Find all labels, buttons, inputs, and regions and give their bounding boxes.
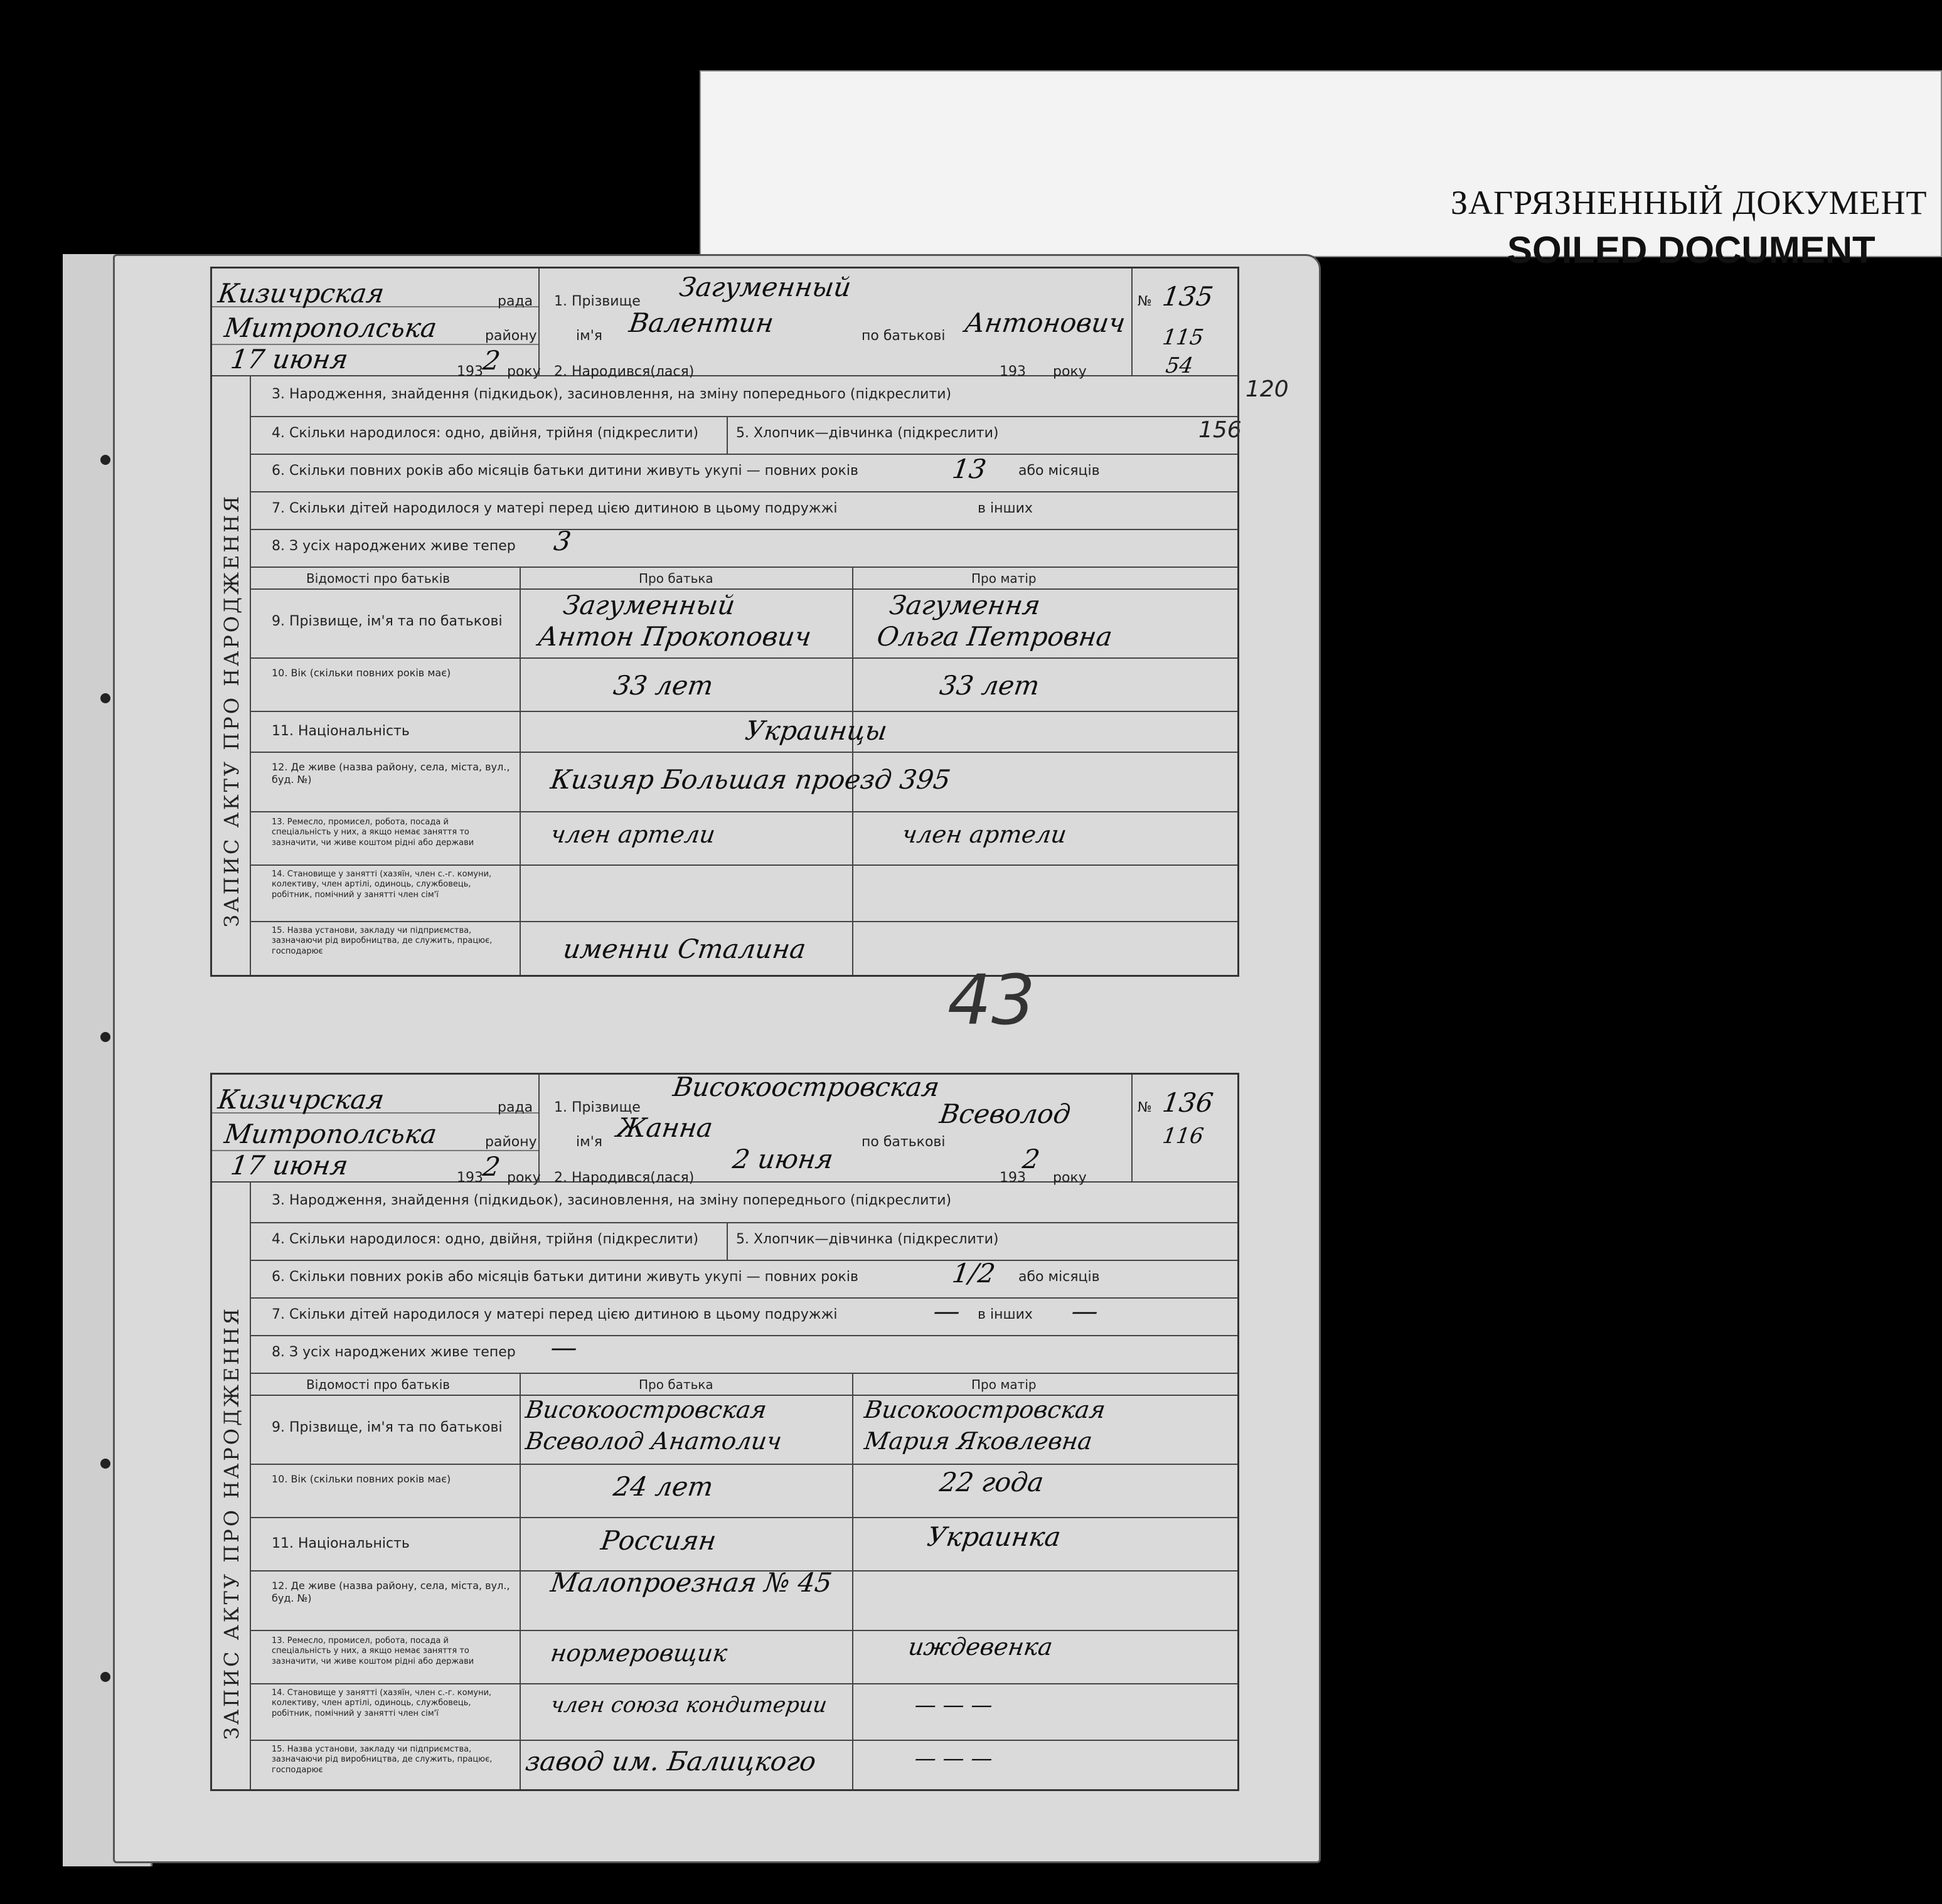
stamp-ru: ЗАГРЯЗНЕННЫЙ ДОКУМЕНТ (1451, 184, 1928, 221)
born-rok-label: року (1053, 364, 1087, 380)
hw-father-name2: Всеволод Анатолич (523, 1427, 784, 1455)
hw-father-job: нормеровщик (548, 1639, 729, 1667)
hw-born-year: 2 (1020, 1144, 1042, 1174)
record-2 (210, 1073, 1239, 1791)
hw-mother-name: Загумення (887, 590, 1043, 620)
hw-patronymic: Антонович (963, 307, 1128, 338)
hw-raion: Митрополська (222, 312, 439, 343)
row6: 6. Скільки повних років або місяців батьки дитини живуть укупі — повних років (272, 1269, 858, 1285)
hw-year-digit: 2 (481, 1151, 503, 1182)
row4: 4. Скільки народилося: одно, двійня, трійня (підкреслити) (272, 425, 699, 441)
hw-father-name: Загуменный (561, 590, 737, 620)
no-label: № (1138, 1100, 1152, 1115)
hw-workplace: именни Сталина (561, 933, 808, 964)
hw-raion: Митрополська (222, 1119, 439, 1149)
name-label: ім'я (576, 1134, 602, 1150)
hw-r6: 13 (950, 454, 988, 484)
hw-no3: 54 (1164, 353, 1195, 378)
col-h2: Про батька (639, 1377, 713, 1392)
hw-year-digit: 2 (481, 345, 503, 376)
rada-label: рада (498, 1100, 533, 1115)
rok-label: року (507, 364, 541, 380)
hw-address: Малопроезная № 45 (548, 1567, 834, 1598)
record-1 (210, 267, 1239, 977)
hw-mother-nat: Украинка (925, 1521, 1063, 1552)
stamp-en: SOILED DOCUMENT (1507, 229, 1875, 271)
born-year-label: 193 (1000, 1170, 1026, 1186)
hw-r7: — (931, 1295, 963, 1326)
hw-date: 17 июня (228, 344, 350, 375)
hw-mother-name2: Ольга Петровна (875, 621, 1114, 652)
q14: 14. Становище у занятті (хазяїн, член с.-г. комуни, колективу, член артілі, одиноць, службовець, робітник, помічний у занятті член сім'ї (272, 1688, 492, 1718)
hw-born: 2 июня (730, 1144, 836, 1174)
row3: 3. Народження, знайдення (підкидьок), засиновлення, на зміну попереднього (підкреслити) (272, 1193, 952, 1208)
col-h1: Відомості про батьків (306, 571, 451, 586)
hw-father-job: член артели (548, 821, 717, 848)
surname-label: 1. Прізвище (554, 1100, 641, 1115)
hw-no: 135 (1160, 281, 1215, 312)
raion-label: району (485, 1134, 537, 1150)
binding-hole (100, 455, 110, 465)
row5: 5. Хлопчик—дівчинка (підкреслити) (736, 425, 999, 441)
hw-date: 17 июня (228, 1150, 350, 1181)
row5: 5. Хлопчик—дівчинка (підкреслити) (736, 1231, 999, 1247)
hw-father-name: Високоостровская (523, 1396, 769, 1423)
row8: 8. З усіх народжених живе тепер (272, 538, 516, 554)
year-label: 193 (457, 1170, 483, 1186)
q14: 14. Становище у занятті (хазяїн, член с.-г. комуни, колективу, член артілі, одиноць, службовець, робітник, помічний у занятті член сім'ї (272, 870, 492, 900)
no-label: № (1138, 294, 1152, 309)
hw-name: Жанна (614, 1112, 715, 1143)
row7: 7. Скільки дітей народилося у матері перед цією дитиною в цьому подружжі (272, 501, 838, 516)
year-label: 193 (457, 364, 483, 380)
hw-father-status: член союза кондитерии (549, 1693, 829, 1718)
patronymic-label: по батькові (862, 328, 946, 344)
q9: 9. Прізвище, ім'я та по батькові (272, 614, 503, 629)
raion-label: району (485, 328, 537, 344)
q15: 15. Назва установи, закладу чи підприємства, зазначаючи рід виробництва, де служить, працює, господарює (272, 926, 493, 956)
hw-no2: 115 (1161, 325, 1205, 350)
hw-surname: Загуменный (677, 272, 853, 302)
binding-hole (100, 1032, 110, 1042)
hw-nationality: Украинцы (743, 715, 890, 746)
q11: 11. Національність (272, 723, 410, 739)
born-label: 2. Народився(лася) (554, 1170, 695, 1186)
hw-address: Кизияр Большая проезд 395 (548, 764, 952, 795)
row7b: в інших (978, 1307, 1033, 1322)
born-year-label: 193 (1000, 364, 1026, 380)
q10: 10. Вік (скільки повних років має) (272, 667, 451, 679)
hw-r8: 3 (552, 526, 574, 556)
col-h2: Про батька (639, 571, 713, 586)
margin-note-1: 120 (1246, 376, 1289, 402)
name-label: ім'я (576, 328, 602, 344)
rada-label: рада (498, 294, 533, 309)
side-title: ЗАПИС АКТУ ПРО НАРОДЖЕННЯ (220, 493, 243, 927)
hw-father-age: 24 лет (611, 1471, 715, 1502)
row6b: або місяців (1018, 463, 1100, 479)
born-rok-label: року (1053, 1170, 1087, 1186)
q12: 12. Де живе (назва району, села, міста, вул., буд. №) (272, 1580, 510, 1604)
q10: 10. Вік (скільки повних років має) (272, 1473, 451, 1485)
hw-workplace: завод им. Балицкого (523, 1746, 818, 1777)
hw-no2: 116 (1161, 1124, 1205, 1149)
hw-mother-job: член артели (900, 821, 1069, 848)
row7: 7. Скільки дітей народилося у матері перед цією дитиною в цьому подружжі (272, 1307, 838, 1322)
q11: 11. Національність (272, 1536, 410, 1551)
q15: 15. Назва установи, закладу чи підприємства, зазначаючи рід виробництва, де служить, працює, господарює (272, 1745, 493, 1775)
hw-r7b: — (1069, 1295, 1101, 1326)
row6b: або місяців (1018, 1269, 1100, 1285)
patronymic-label: по батькові (862, 1134, 946, 1150)
q13: 13. Ремесло, промисел, робота, посада й спеціальність у них, а якщо немає заняття то зазначити, чи живе коштом рідні або держави (272, 1636, 474, 1666)
hw-surname: Високоостровская (671, 1072, 942, 1102)
hw-name: Валентин (627, 307, 776, 338)
hw-mother-status: — — — (913, 1693, 995, 1718)
hw-mother-name2: Мария Яковлевна (862, 1427, 1094, 1455)
hw-mother-name: Високоостровская (862, 1396, 1107, 1423)
row7b: в інших (978, 501, 1033, 516)
row3: 3. Народження, знайдення (підкидьок), засиновлення, на зміну попереднього (підкреслити) (272, 386, 952, 402)
q12: 12. Де живе (назва району, села, міста, вул., буд. №) (272, 761, 510, 785)
soiled-document-label (700, 70, 1942, 271)
surname-label: 1. Прізвище (554, 294, 641, 309)
binding-hole (100, 1459, 110, 1469)
hw-r6: 1/2 (950, 1258, 998, 1289)
hw-father-age: 33 лет (611, 670, 715, 701)
hw-father-nat: Россиян (599, 1525, 718, 1556)
hw-mother-job: иждевенка (906, 1633, 1055, 1661)
binding-hole (100, 693, 110, 703)
born-label: 2. Народився(лася) (554, 364, 695, 380)
hw-mother-age: 33 лет (937, 670, 1042, 701)
binding-hole (100, 1672, 110, 1682)
q9: 9. Прізвище, ім'я та по батькові (272, 1420, 503, 1435)
hw-r8: — (548, 1332, 580, 1363)
hw-rada: Кизичрская (216, 1084, 387, 1115)
hw-mother-workplace: — — — (913, 1746, 995, 1771)
hw-mother-age: 22 года (937, 1467, 1046, 1497)
row4: 4. Скільки народилося: одно, двійня, трійня (підкреслити) (272, 1231, 699, 1247)
col-h3: Про матір (971, 571, 1037, 586)
side-title: ЗАПИС АКТУ ПРО НАРОДЖЕННЯ (220, 1306, 243, 1740)
col-h3: Про матір (971, 1377, 1037, 1392)
hw-patronymic: Всеволод (937, 1098, 1073, 1129)
row8: 8. З усіх народжених живе тепер (272, 1344, 516, 1360)
hw-father-name2: Антон Прокопович (536, 621, 814, 652)
margin-note-2: 156 (1198, 417, 1242, 443)
col-h1: Відомості про батьків (306, 1377, 451, 1392)
rok-label: року (507, 1170, 541, 1186)
hw-rada: Кизичрская (216, 278, 387, 309)
hw-no: 136 (1160, 1087, 1215, 1118)
margin-note-big: 43 (947, 960, 1035, 1040)
q13: 13. Ремесло, промисел, робота, посада й спеціальність у них, а якщо немає заняття то зазначити, чи живе коштом рідні або держави (272, 817, 474, 848)
row6: 6. Скільки повних років або місяців батьки дитини живуть укупі — повних років (272, 463, 858, 479)
